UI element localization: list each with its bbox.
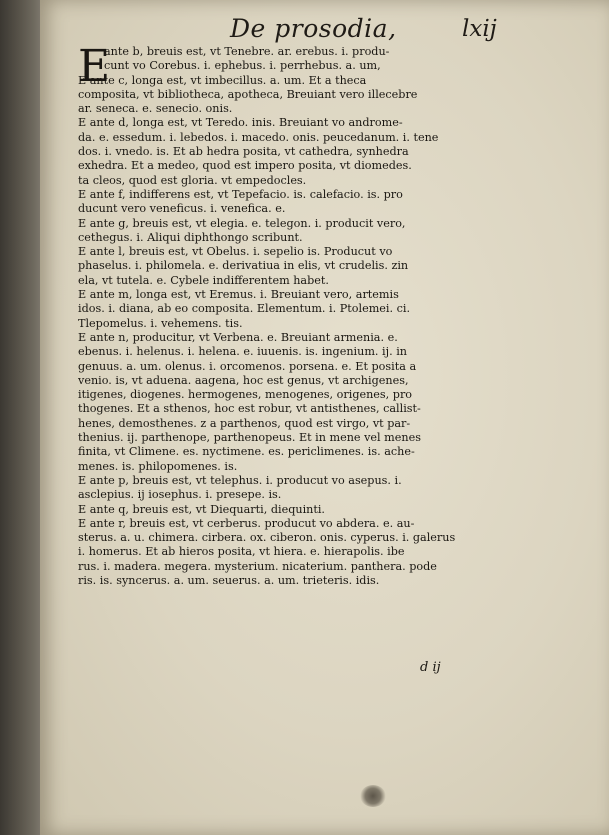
text-line: E ante f, indifferens est, vt Tepefacio. is. calefacio. is. pro	[78, 187, 403, 201]
text-line: exhedra. Et a medeo, quod est impero posita, vt diomedes.	[78, 159, 412, 173]
folio-number: lxij	[462, 16, 497, 42]
text-line: genuus. a. um. olenus. i. orcomenos. porsena. e. Et posita a	[78, 359, 417, 373]
text-line: i. homerus. Et ab hieros posita, vt hiera. e. hierapolis. ibe	[78, 545, 405, 559]
text-line: ar. seneca. e. senecio. onis.	[78, 102, 233, 116]
text-line: ela, vt tutela. e. Cybele indifferentem habet.	[78, 273, 329, 287]
text-line: E ante d, longa est, vt Teredo. inis. Breuiant vo androme-	[78, 116, 403, 130]
text-line: dos. i. vnedo. is. Et ab hedra posita, vt cathedra, synhedra	[78, 145, 409, 159]
text-line: ebenus. i. helenus. i. helena. e. iuuenis. is. ingenium. ij. in	[78, 345, 407, 359]
text-line: menes. is. philopomenes. is.	[78, 459, 238, 473]
text-line: finita, vt Climene. es. nyctimene. es. periclimenes. is. ache-	[78, 445, 415, 459]
text-line: E ante n, producitur, vt Verbena. e. Breuiant armenia. e.	[78, 330, 398, 344]
text-line: cunt vo Corebus. i. ephebus. i. perrhebus. a. um,	[104, 59, 381, 73]
page-header	[190, 14, 600, 48]
text-line: E ante q, breuis est, vt Diequarti, diequinti.	[78, 502, 325, 516]
text-line: Tlepomelus. i. vehemens. tis.	[78, 316, 243, 330]
running-head: De prosodia,	[230, 14, 397, 43]
text-line: E ante p, breuis est, vt telephus. i. producut vo asepus. i.	[78, 473, 402, 487]
text-line: ta cleos, quod est gloria. vt empedocles.	[78, 173, 307, 187]
signature-mark: d ij	[420, 660, 441, 675]
text-line: cethegus. i. Aliqui diphthongo scribunt.	[78, 230, 303, 244]
text-line: idos. i. diana, ab eo composita. Elementum. i. Ptolemei. ci.	[78, 302, 411, 316]
text-line: da. e. essedum. i. lebedos. i. macedo. onis. peucedanum. i. tene	[78, 130, 439, 144]
text-line: ducunt vero veneficus. i. venefica. e.	[78, 202, 286, 216]
text-line: henes, demosthenes. z a parthenos, quod est virgo, vt par-	[78, 416, 411, 430]
text-line: asclepius. ij iosephus. i. presepe. is.	[78, 488, 282, 502]
drop-cap: E	[78, 41, 111, 92]
ink-stain	[360, 785, 386, 807]
text-line: sterus. a. u. chimera. cirbera. ox. ciberon. onis. cyperus. i. galerus	[78, 531, 456, 545]
text-line: thenius. ij. parthenope, parthenopeus. Et in mene vel menes	[78, 431, 421, 445]
text-line: E ante r, breuis est, vt cerberus. producut vo abdera. e. au-	[78, 516, 415, 530]
text-line: venio. is, vt aduena. aagena, hoc est genus, vt archigenes,	[78, 373, 409, 387]
text-line: E ante g, breuis est, vt elegia. e. telegon. i. producit vero,	[78, 216, 406, 230]
text-line: phaselus. i. philomela. e. derivatiua in elis, vt crudelis. zin	[78, 259, 409, 273]
text-line: ris. is. syncerus. a. um. seuerus. a. um. trieteris. idis.	[78, 573, 380, 587]
text-block	[78, 41, 518, 588]
text-lines	[78, 41, 518, 588]
page-leaf	[40, 0, 609, 835]
text-line: composita, vt bibliotheca, apotheca, Breuiant vero illecebre	[78, 87, 418, 101]
text-line: E ante m, longa est, vt Eremus. i. Breuiant vero, artemis	[78, 288, 399, 302]
text-line: E ante c, longa est, vt imbecillus. a. um. Et a theca	[78, 73, 367, 87]
text-line: ante b, breuis est, vt Tenebre. ar. erebus. i. produ-	[104, 45, 390, 58]
text-line: itigenes, diogenes. hermogenes, menogenes, origenes, pro	[78, 388, 413, 402]
text-line: rus. i. madera. megera. mysterium. nicaterium. panthera. pode	[78, 559, 437, 573]
text-line: thogenes. Et a sthenos, hoc est robur, vt antisthenes, callist-	[78, 402, 421, 416]
text-line: E ante l, breuis est, vt Obelus. i. sepelio is. Producut vo	[78, 245, 393, 259]
